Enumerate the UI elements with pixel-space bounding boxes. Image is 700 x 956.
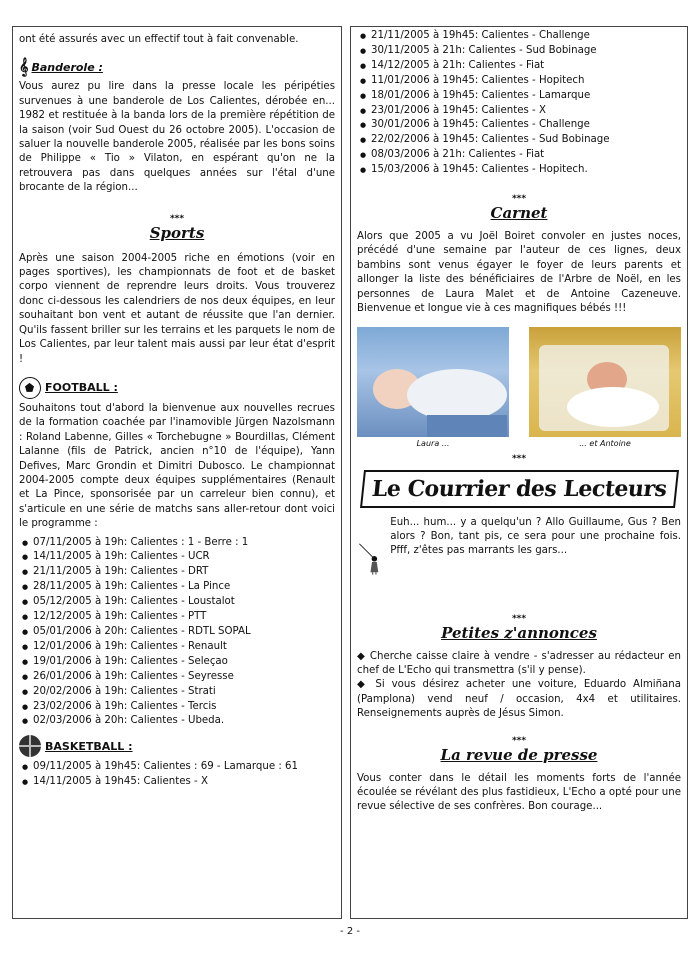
photo-laura <box>357 327 509 437</box>
schedule-item: ● 08/03/2006 à 21h: Calientes - Fiat <box>371 148 681 163</box>
schedule-item: ● 15/03/2006 à 19h45: Calientes - Hopitech. <box>371 163 681 178</box>
separator-stars: *** <box>511 613 527 624</box>
diamond-bullet-icon: ◆ <box>357 679 376 691</box>
schedule-item: ● 12/12/2005 à 19h: Calientes - PTT <box>33 610 335 625</box>
soccer-ball-icon <box>19 377 41 399</box>
right-column <box>350 26 688 919</box>
caption-antoine: ... et Antoine <box>579 438 631 448</box>
schedule-item: ● 21/11/2005 à 19h45: Calientes - Challenge <box>371 29 681 44</box>
courrier-title: Le Courrier des Lecteurs <box>360 470 679 508</box>
photo-antoine <box>529 327 681 437</box>
schedule-item: ● 05/12/2005 à 19h: Calientes - Loustalot <box>33 595 335 610</box>
banderole-text: Vous aurez pu lire dans la presse locale les péripéties survenues à une banderole de Los Calientes, dérobée en... 1982 et restituée à la banda lors de la première répétition de la saison (voir Sud Ouest du 26 octobre 2005). L'occasion de saluer la nouvelle banderole 2005, réalisée par les bons soins de Philippe « Tio » Vilaton, en espérant qu'on ne la retrouvera pas dans quelques années sur l'étal d'une brocante de la région... <box>19 81 335 194</box>
schedule-item: ● 14/11/2005 à 19h: Calientes - UCR <box>33 550 335 565</box>
annonce-1: ◆ Cherche caisse claire à vendre - s'adresser au rédacteur en chef de L'Echo qui transmettra (s'il y pense). <box>357 650 681 676</box>
caption-laura: Laura ... <box>416 438 450 448</box>
schedule-item: ● 05/01/2006 à 20h: Calientes - RDTL SOPAL <box>33 625 335 640</box>
schedule-item: ● 12/01/2006 à 19h: Calientes - Renault <box>33 640 335 655</box>
intro-text: ont été assurés avec un effectif tout à fait convenable. <box>19 34 299 45</box>
carnet-text: Alors que 2005 a vu Joël Boiret convoler en justes noces, précédé d'une semaine par l'auteur de ces lignes, deux bambins sont venus égayer le foyer de leurs parents et allonger la liste des bénéficiaires de l'Arbre de Noël, en les personnes de Laura Malet et de Antoine Cazeneuve. Bienvenue et longue vie à ces magnifiques bébés !!! <box>357 231 681 315</box>
schedule-item: ● 20/02/2006 à 19h: Calientes - Strati <box>33 685 335 700</box>
baby-photos <box>357 327 681 448</box>
schedule-item: ● 11/01/2006 à 19h45: Calientes - Hopitech <box>371 74 681 89</box>
schedule-item: ● 30/11/2005 à 21h: Calientes - Sud Bobinage <box>371 44 681 59</box>
separator-stars: *** <box>511 735 527 746</box>
courrier-banner <box>357 470 681 508</box>
revue-title: La revue de presse <box>440 745 598 764</box>
sports-text: Après une saison 2004-2005 riche en émotions (voir en pages sportives), les championnats de foot et de basket corpo viennent de reprendre leurs droits. Vous trouverez donc ci-dessous les calendriers de nos deux équipes, en leur souhaitant bon vent et autant de réussite que l'an dernier. Qu'ils fassent briller sur les terrains et les parquets le nom de Los Calientes, par leur talent mais aussi par leur état d'esprit ! <box>19 252 335 365</box>
annonce-2: ◆ Si vous désirez acheter une voiture, Eduardo Almiñana (Pamplona) vend neuf / occasion, 4x4 et utilitaires. Renseignements auprès de Jésus Simon. <box>357 679 681 720</box>
schedule-item: ● 21/11/2005 à 19h: Calientes - DRT <box>33 565 335 580</box>
basketball-schedule-continued <box>357 29 681 178</box>
schedule-item: ● 26/01/2006 à 19h: Calientes - Seyresse <box>33 670 335 685</box>
basketball-heading: BASKETBALL : <box>19 735 335 757</box>
annonces-title: Petites z'annonces <box>441 623 597 642</box>
schedule-item: ● 23/02/2006 à 19h: Calientes - Tercis <box>33 700 335 715</box>
courrier-text: Euh... hum... y a quelqu'un ? Allo Guillaume, Gus ? Ben alors ? Bon, tant pis, ce sera pour une prochaine fois. Pfff, z'êtes pas marrants les gars... <box>390 516 681 557</box>
carnet-title: Carnet <box>490 204 548 223</box>
banderole-heading: 𝄞 Banderole : <box>19 57 103 77</box>
football-heading: FOOTBALL : <box>19 377 335 399</box>
revue-text: Vous conter dans le détail les moments forts de l'année écoulée se révélant des plus fastidieux, L'Echo a opté pour une revue sélective de ses confrères. Bon courage... <box>357 772 681 813</box>
sports-title: Sports <box>149 223 205 242</box>
town-crier-icon <box>357 516 382 600</box>
separator-stars: *** <box>511 453 527 464</box>
football-text: Souhaitons tout d'abord la bienvenue aux nouvelles recrues de la formation coachée par l'inamovible Jürgen Nazolsmann : Roland Labenne, Gilles « Torchebugne » Bourdillas, Clément Lalanne (fils de Patrick, ancien n°10 de l'équipe), Yann Defives, Marc Grondin et Dimitri Dubosco. Le championnat 2004-2005 compte deux équipes supplémentaires (Renault et La Pince, sponsorisée par un carreleur bien connu), et s'articule en une série de matchs sans aller-retour dont voici le programme : <box>19 402 335 530</box>
schedule-item: ● 28/11/2005 à 19h: Calientes - La Pince <box>33 580 335 595</box>
separator-stars: *** <box>169 213 185 224</box>
schedule-item: ● 18/01/2006 à 19h45: Calientes - Lamarque <box>371 89 681 104</box>
schedule-item: ● 30/01/2006 à 19h45: Calientes - Challenge <box>371 118 681 133</box>
schedule-item: ● 23/01/2006 à 19h45: Calientes - X <box>371 104 681 119</box>
schedule-item: ● 09/11/2005 à 19h45: Calientes : 69 - Lamarque : 61 <box>33 760 335 775</box>
schedule-item: ● 14/12/2005 à 21h: Calientes - Fiat <box>371 59 681 74</box>
schedule-item: ● 07/11/2005 à 19h: Calientes : 1 - Berre : 1 <box>33 536 335 551</box>
schedule-item: ● 14/11/2005 à 19h45: Calientes - X <box>33 775 335 790</box>
basketball-icon <box>19 735 41 757</box>
schedule-item: ● 02/03/2006 à 20h: Calientes - Ubeda. <box>33 714 335 729</box>
schedule-item: ● 22/02/2006 à 19h45: Calientes - Sud Bobinage <box>371 133 681 148</box>
basketball-schedule <box>19 760 335 790</box>
music-note-icon: 𝄞 <box>19 57 29 77</box>
football-schedule <box>19 536 335 730</box>
page-number: - 2 - <box>340 926 360 937</box>
courrier-block <box>357 516 681 600</box>
left-column <box>12 26 342 919</box>
diamond-bullet-icon: ◆ <box>357 650 370 662</box>
schedule-item: ● 19/01/2006 à 19h: Calientes - Seleçao <box>33 655 335 670</box>
separator-stars: *** <box>511 194 527 205</box>
